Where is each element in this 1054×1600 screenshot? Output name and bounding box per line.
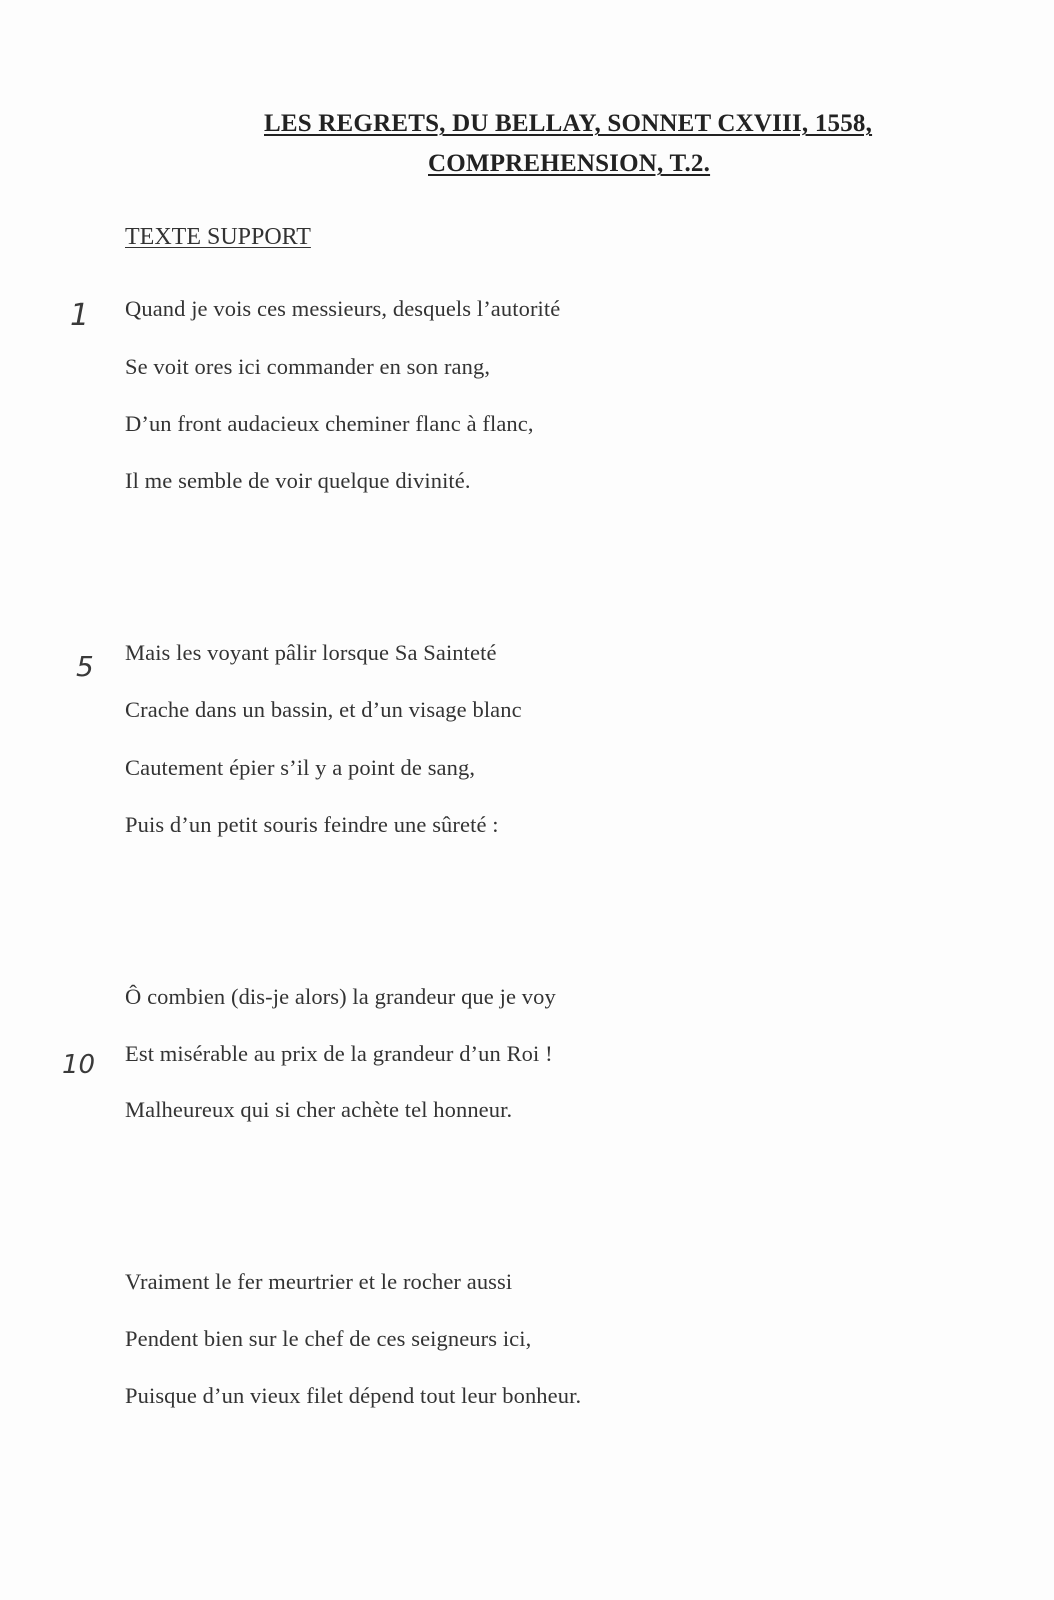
verse-line-12: Vraiment le fer meurtrier et le rocher aussi	[125, 1269, 513, 1294]
margin-line-number-5: 5	[76, 650, 94, 683]
section-heading: TEXTE SUPPORT	[125, 224, 311, 250]
verse-line-4: Il me semble de voir quelque divinité.	[125, 468, 471, 493]
document-title-line-1: LES REGRETS, DU BELLAY, SONNET CXVIII, 1558,	[264, 110, 873, 137]
verse-line-7: Cautement épier s’il y a point de sang,	[125, 755, 476, 780]
verse-line-14: Puisque d’un vieux filet dépend tout leur bonheur.	[125, 1383, 582, 1408]
verse-line-5: Mais les voyant pâlir lorsque Sa Sainteté	[125, 640, 497, 665]
verse-line-3: D’un front audacieux cheminer flanc à flanc,	[125, 411, 534, 436]
verse-line-9: Ô combien (dis-je alors) la grandeur que je voy	[125, 984, 556, 1009]
margin-line-number-1: 1	[70, 298, 90, 333]
document-title-line-2: COMPREHENSION, T.2.	[428, 150, 711, 177]
verse-line-6: Crache dans un bassin, et d’un visage blanc	[125, 697, 522, 722]
verse-line-11: Malheureux qui si cher achète tel honneur.	[125, 1097, 513, 1122]
verse-line-10: Est misérable au prix de la grandeur d’un Roi !	[125, 1041, 553, 1066]
margin-line-number-10: 10	[62, 1050, 96, 1080]
verse-line-2: Se voit ores ici commander en son rang,	[125, 354, 491, 379]
verse-line-8: Puis d’un petit souris feindre une sûreté :	[125, 812, 499, 837]
verse-line-1: Quand je vois ces messieurs, desquels l’autorité	[125, 296, 561, 321]
verse-line-13: Pendent bien sur le chef de ces seigneurs ici,	[125, 1326, 532, 1351]
